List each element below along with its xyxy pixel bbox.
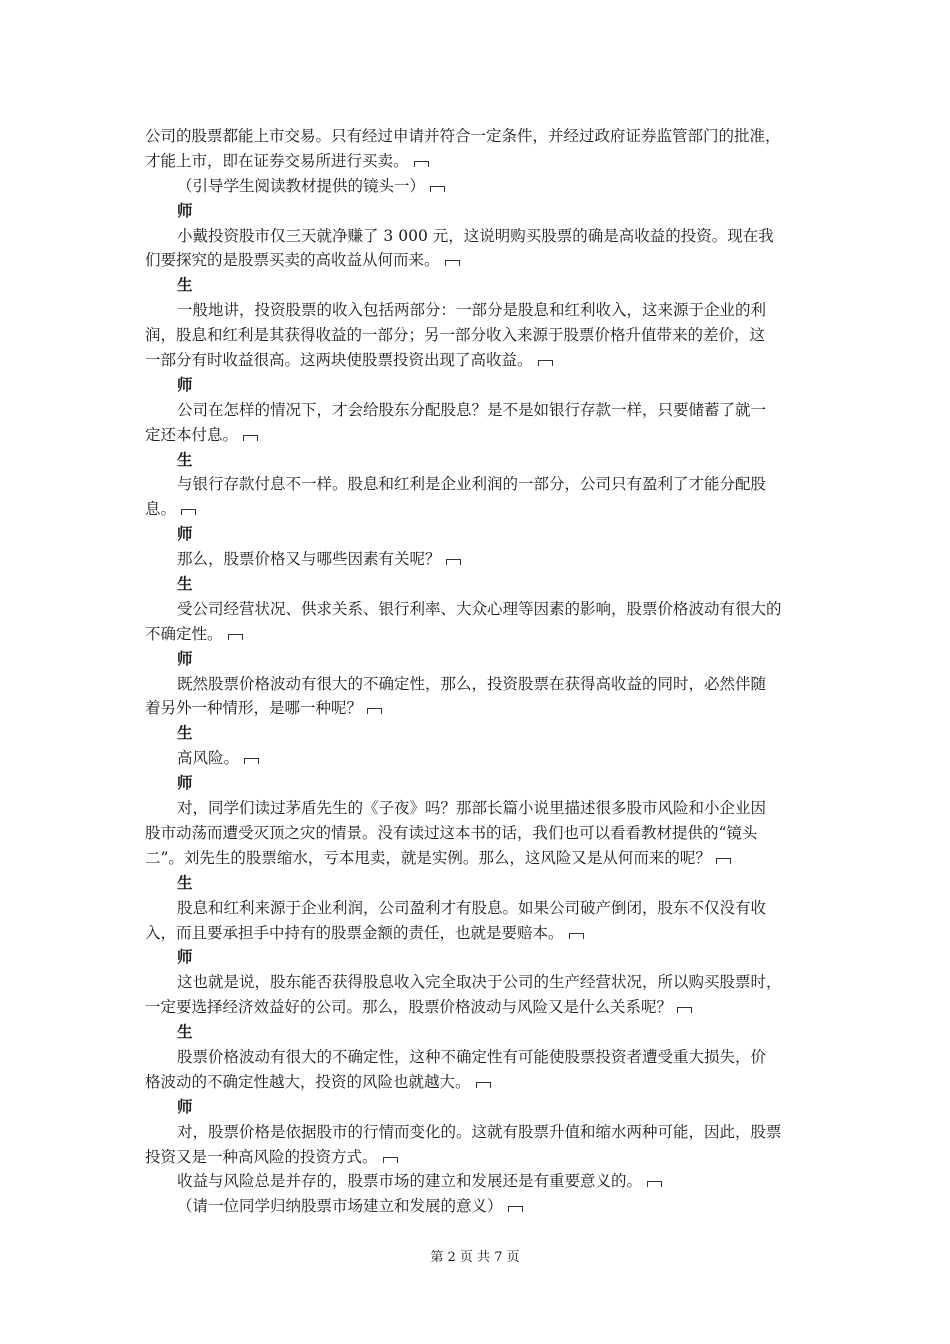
text-line: 一般地讲，投资股票的收入包括两部分：一部分是股息和红利收入，这来源于企业的利 (177, 301, 767, 320)
text-line: 那么，股票价格又与哪些因素有关呢？ (145, 547, 810, 572)
text-line: 着另外一种情形，是哪一种呢？ (145, 696, 810, 721)
body-text (145, 124, 810, 1219)
text-line: 股票价格波动有很大的不确定性，这种不确定性有可能使股票投资者遭受重大损失，价 (177, 1047, 767, 1066)
text-line: 一定要选择经济效益好的公司。那么，股票价格波动与风险又是什么关系呢？ (145, 995, 810, 1020)
text-line: 二”。刘先生的股票缩水，亏本甩卖，就是实例。那么，这风险又是从何而来的呢？ (145, 846, 810, 871)
speaker-label: 生 (177, 1023, 193, 1042)
paragraph-mark-icon (445, 260, 460, 266)
text-line: 定还本付息。 (145, 423, 810, 448)
text-line: 们要探究的是股票买卖的高收益从何而来。 (145, 248, 810, 273)
speaker-label: 生 (177, 873, 193, 892)
text-line: 与银行存款付息不一样。股息和红利是企业利润的一部分，公司只有盈利了才能分配股 (177, 475, 767, 494)
text-line: （请一位同学归纳股票市场建立和发展的意义） (145, 1194, 810, 1219)
text-line: 投资又是一种高风险的投资方式。 (145, 1145, 810, 1170)
text-line: 这也就是说，股东能否获得股息收入完全取决于公司的生产经营状况，所以购买股票时， (177, 973, 782, 992)
speaker-label: 师 (177, 774, 193, 793)
paragraph-mark-icon (476, 1082, 491, 1088)
paragraph-mark-icon (367, 708, 382, 714)
text-line: 高风险。 (145, 746, 810, 771)
text-line: 格波动的不确定性越大，投资的风险也就越大。 (145, 1070, 810, 1095)
paragraph-mark-icon (538, 360, 553, 366)
text-line: 公司的股票都能上市交易。只有经过申请并符合一定条件，并经过政府证券监管部门的批准， (145, 127, 781, 145)
text-line: 股市动荡而遭受灭顶之灾的情景。没有读过这本书的话，我们也可以看看教材提供的“镜头 (145, 823, 758, 842)
text-line: 润，股息和红利是其获得收益的一部分；另一部分收入来源于股票价格升值带来的差价，这 (145, 326, 766, 345)
paragraph-mark-icon (446, 559, 461, 565)
text-line: 一部分有时收益很高。这两块使股票投资出现了高收益。 (145, 348, 810, 373)
paragraph-mark-icon (647, 1181, 662, 1187)
paragraph-mark-icon (243, 435, 258, 441)
paragraph-mark-icon (508, 1206, 523, 1212)
text-line: 小戴投资股市仅三天就净赚了 3 000 元，这说明购买股票的确是高收益的投资。现在我 (177, 226, 774, 245)
speaker-label: 师 (177, 201, 193, 220)
text-line: 对，股票价格是依据股市的行情而变化的。这就有股票升值和缩水两种可能，因此，股票 (177, 1122, 782, 1141)
text-line: （引导学生阅读教材提供的镜头一） (145, 174, 810, 199)
text-line: 对，同学们读过茅盾先生的《子夜》吗？那部长篇小说里描述很多股市风险和小企业因 (177, 799, 767, 818)
text-line: 公司在怎样的情况下，才会给股东分配股息？是不是如银行存款一样，只要储蓄了就一 (177, 400, 767, 419)
text-line: 既然股票价格波动有很大的不确定性，那么，投资股票在获得高收益的同时，必然伴随 (177, 674, 767, 693)
text-line: 入，而且要承担手中持有的股票金额的责任，也就是要赔本。 (145, 921, 810, 946)
speaker-label: 生 (177, 575, 193, 594)
text-line: 不确定性。 (145, 622, 810, 647)
paragraph-mark-icon (430, 186, 445, 192)
text-line: 才能上市，即在证券交易所进行买卖。 (145, 149, 810, 174)
text-line: 受公司经营状况、供求关系、银行利率、大众心理等因素的影响，股票价格波动有很大的 (177, 599, 782, 618)
paragraph-mark-icon (414, 161, 429, 167)
text-line: 收益与风险总是并存的，股票市场的建立和发展还是有重要意义的。 (145, 1169, 810, 1194)
speaker-label: 师 (177, 525, 193, 544)
page-number-footer: 第 2 页 共 7 页 (430, 1250, 520, 1265)
speaker-label: 师 (177, 375, 193, 394)
speaker-label: 生 (177, 450, 193, 469)
text-line: 息。 (145, 497, 810, 522)
speaker-label: 师 (177, 1097, 193, 1116)
speaker-label: 师 (177, 948, 193, 967)
paragraph-mark-icon (244, 758, 259, 764)
text-line: 股息和红利来源于企业利润，公司盈利才有股息。如果公司破产倒闭，股东不仅没有收 (177, 898, 767, 917)
speaker-label: 生 (177, 276, 193, 295)
paragraph-mark-icon (383, 1157, 398, 1163)
speaker-label: 生 (177, 724, 193, 743)
paragraph-mark-icon (569, 933, 584, 939)
paragraph-mark-icon (677, 1007, 692, 1013)
paragraph-mark-icon (716, 858, 731, 864)
paragraph-mark-icon (181, 509, 196, 515)
paragraph-mark-icon (228, 634, 243, 640)
speaker-label: 师 (177, 649, 193, 668)
